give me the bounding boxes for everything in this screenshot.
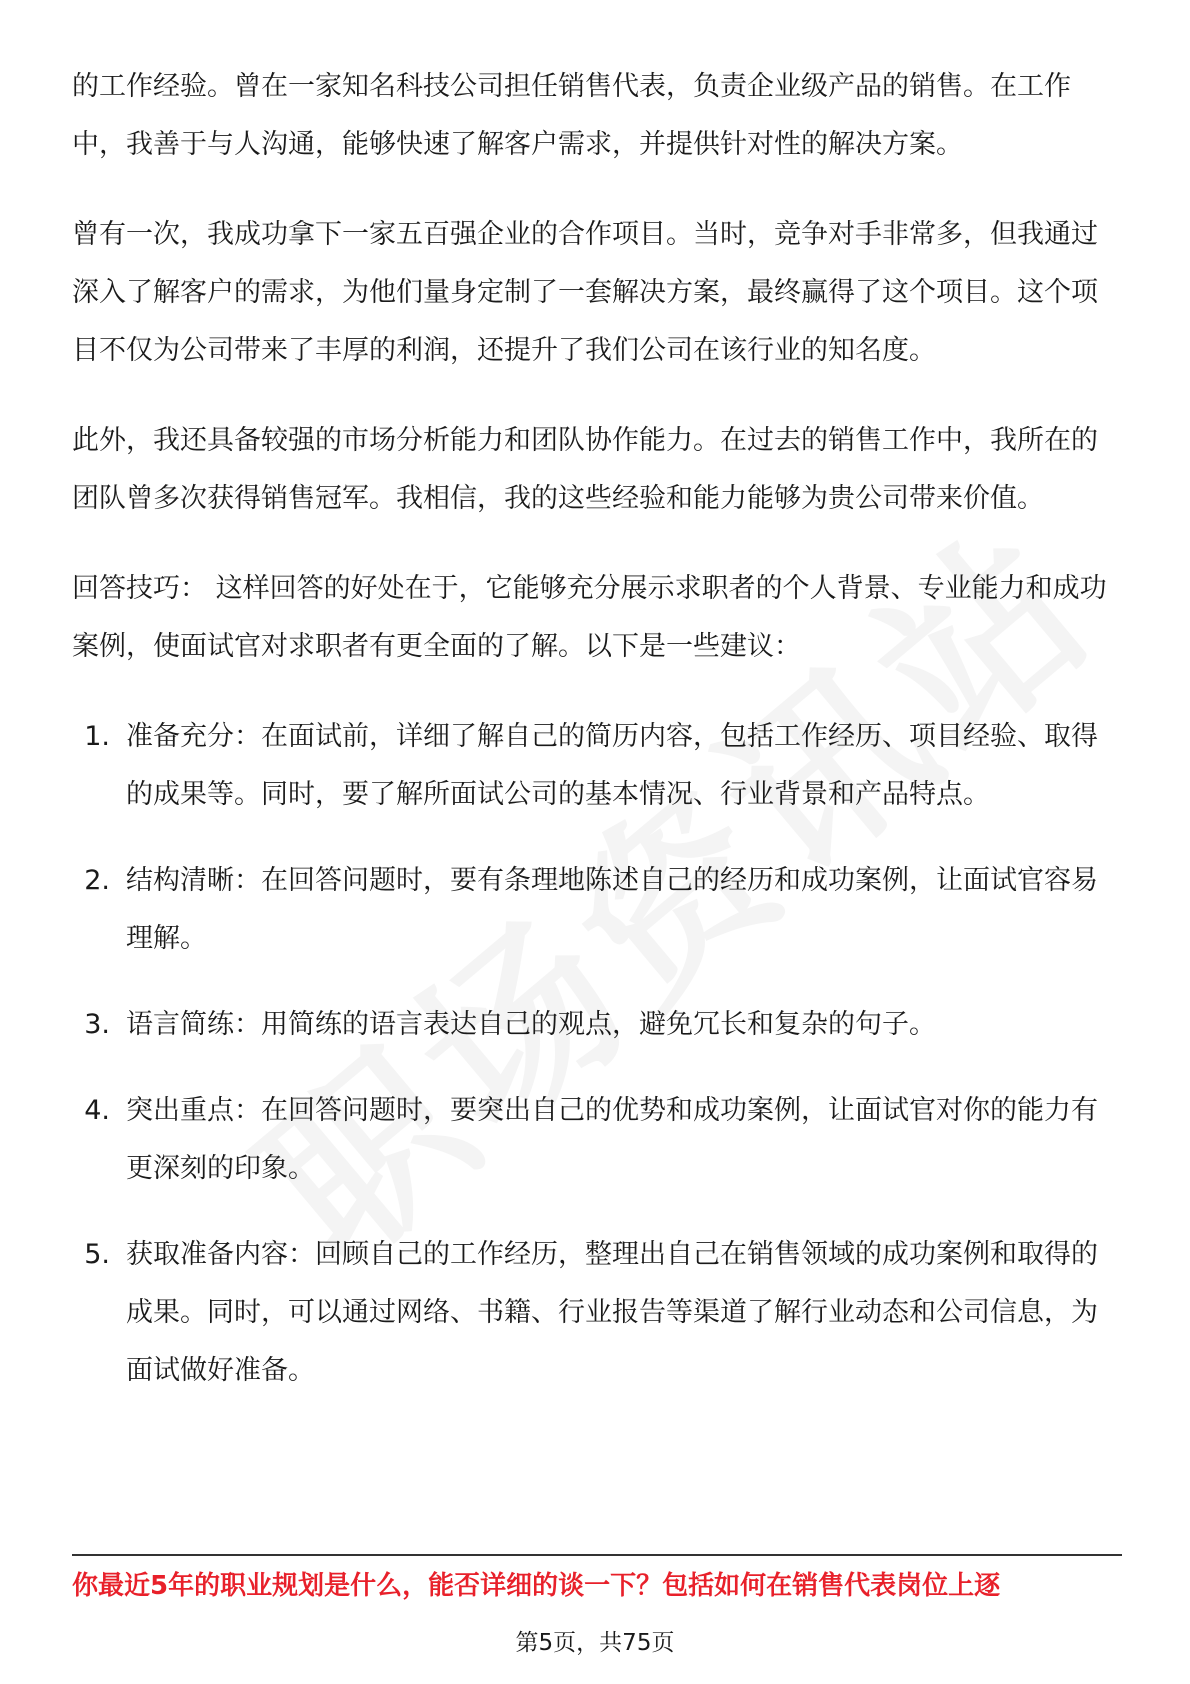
paragraph-experience: 的工作经验。曾在一家知名科技公司担任销售代表，负责企业级产品的销售。在工作中，我善于与人沟通，能够快速了解客户需求，并提供针对性的解决方案。 [72,71,1071,160]
paragraph-answer-tips: 回答技巧： 这样回答的好处在于，它能够充分展示求职者的个人背景、专业能力和成功案例，使面试官对求职者有更全面的了解。以下是一些建议： [72,573,1107,662]
list-item-number: 5. [84,1239,110,1270]
list-item-number: 1. [84,721,110,752]
list-item-text: 语言简练：用简练的语言表达自己的观点，避免冗长和复杂的句子。 [126,1009,936,1040]
list-item-number: 4. [84,1095,110,1126]
list-item-text: 突出重点：在回答问题时，要突出自己的优势和成功案例，让面试官对你的能力有更深刻的印象。 [126,1095,1098,1184]
list-item [72,1082,1122,1198]
list-item-number: 2. [84,865,110,896]
list-item [72,708,1122,824]
list-item-text: 准备充分：在面试前，详细了解自己的简历内容，包括工作经历、项目经验、取得的成果等。同时，要了解所面试公司的基本情况、行业背景和产品特点。 [126,721,1098,810]
list-item [72,1226,1122,1400]
paragraph-abilities: 此外，我还具备较强的市场分析能力和团队协作能力。在过去的销售工作中，我所在的团队曾多次获得销售冠军。我相信，我的这些经验和能力能够为贵公司带来价值。 [72,425,1098,514]
list-item-text: 获取准备内容：回顾自己的工作经历，整理出自己在销售领域的成功案例和取得的成果。同时，可以通过网络、书籍、行业报告等渠道了解行业动态和公司信息，为面试做好准备。 [126,1239,1098,1386]
list-item [72,852,1122,968]
list-item-number: 3. [84,1009,110,1040]
tips-list [72,708,1122,1400]
list-item [72,996,1122,1054]
list-item-text: 结构清晰：在回答问题时，要有条理地陈述自己的经历和成功案例，让面试官容易理解。 [126,865,1098,954]
paragraph-success-case: 曾有一次，我成功拿下一家五百强企业的合作项目。当时，竞争对手非常多，但我通过深入了解客户的需求，为他们量身定制了一套解决方案，最终赢得了这个项目。这个项目不仅为公司带来了丰厚的利润，还提升了我们公司在该行业的知名度。 [72,219,1098,366]
section-divider [72,1554,1122,1556]
page-number-footer: 第5页，共75页 [515,1630,675,1656]
document-body [72,58,1122,1428]
next-question-heading: 你最近5年的职业规划是什么，能否详细的谈一下？包括如何在销售代表岗位上逐 [72,1571,1001,1601]
